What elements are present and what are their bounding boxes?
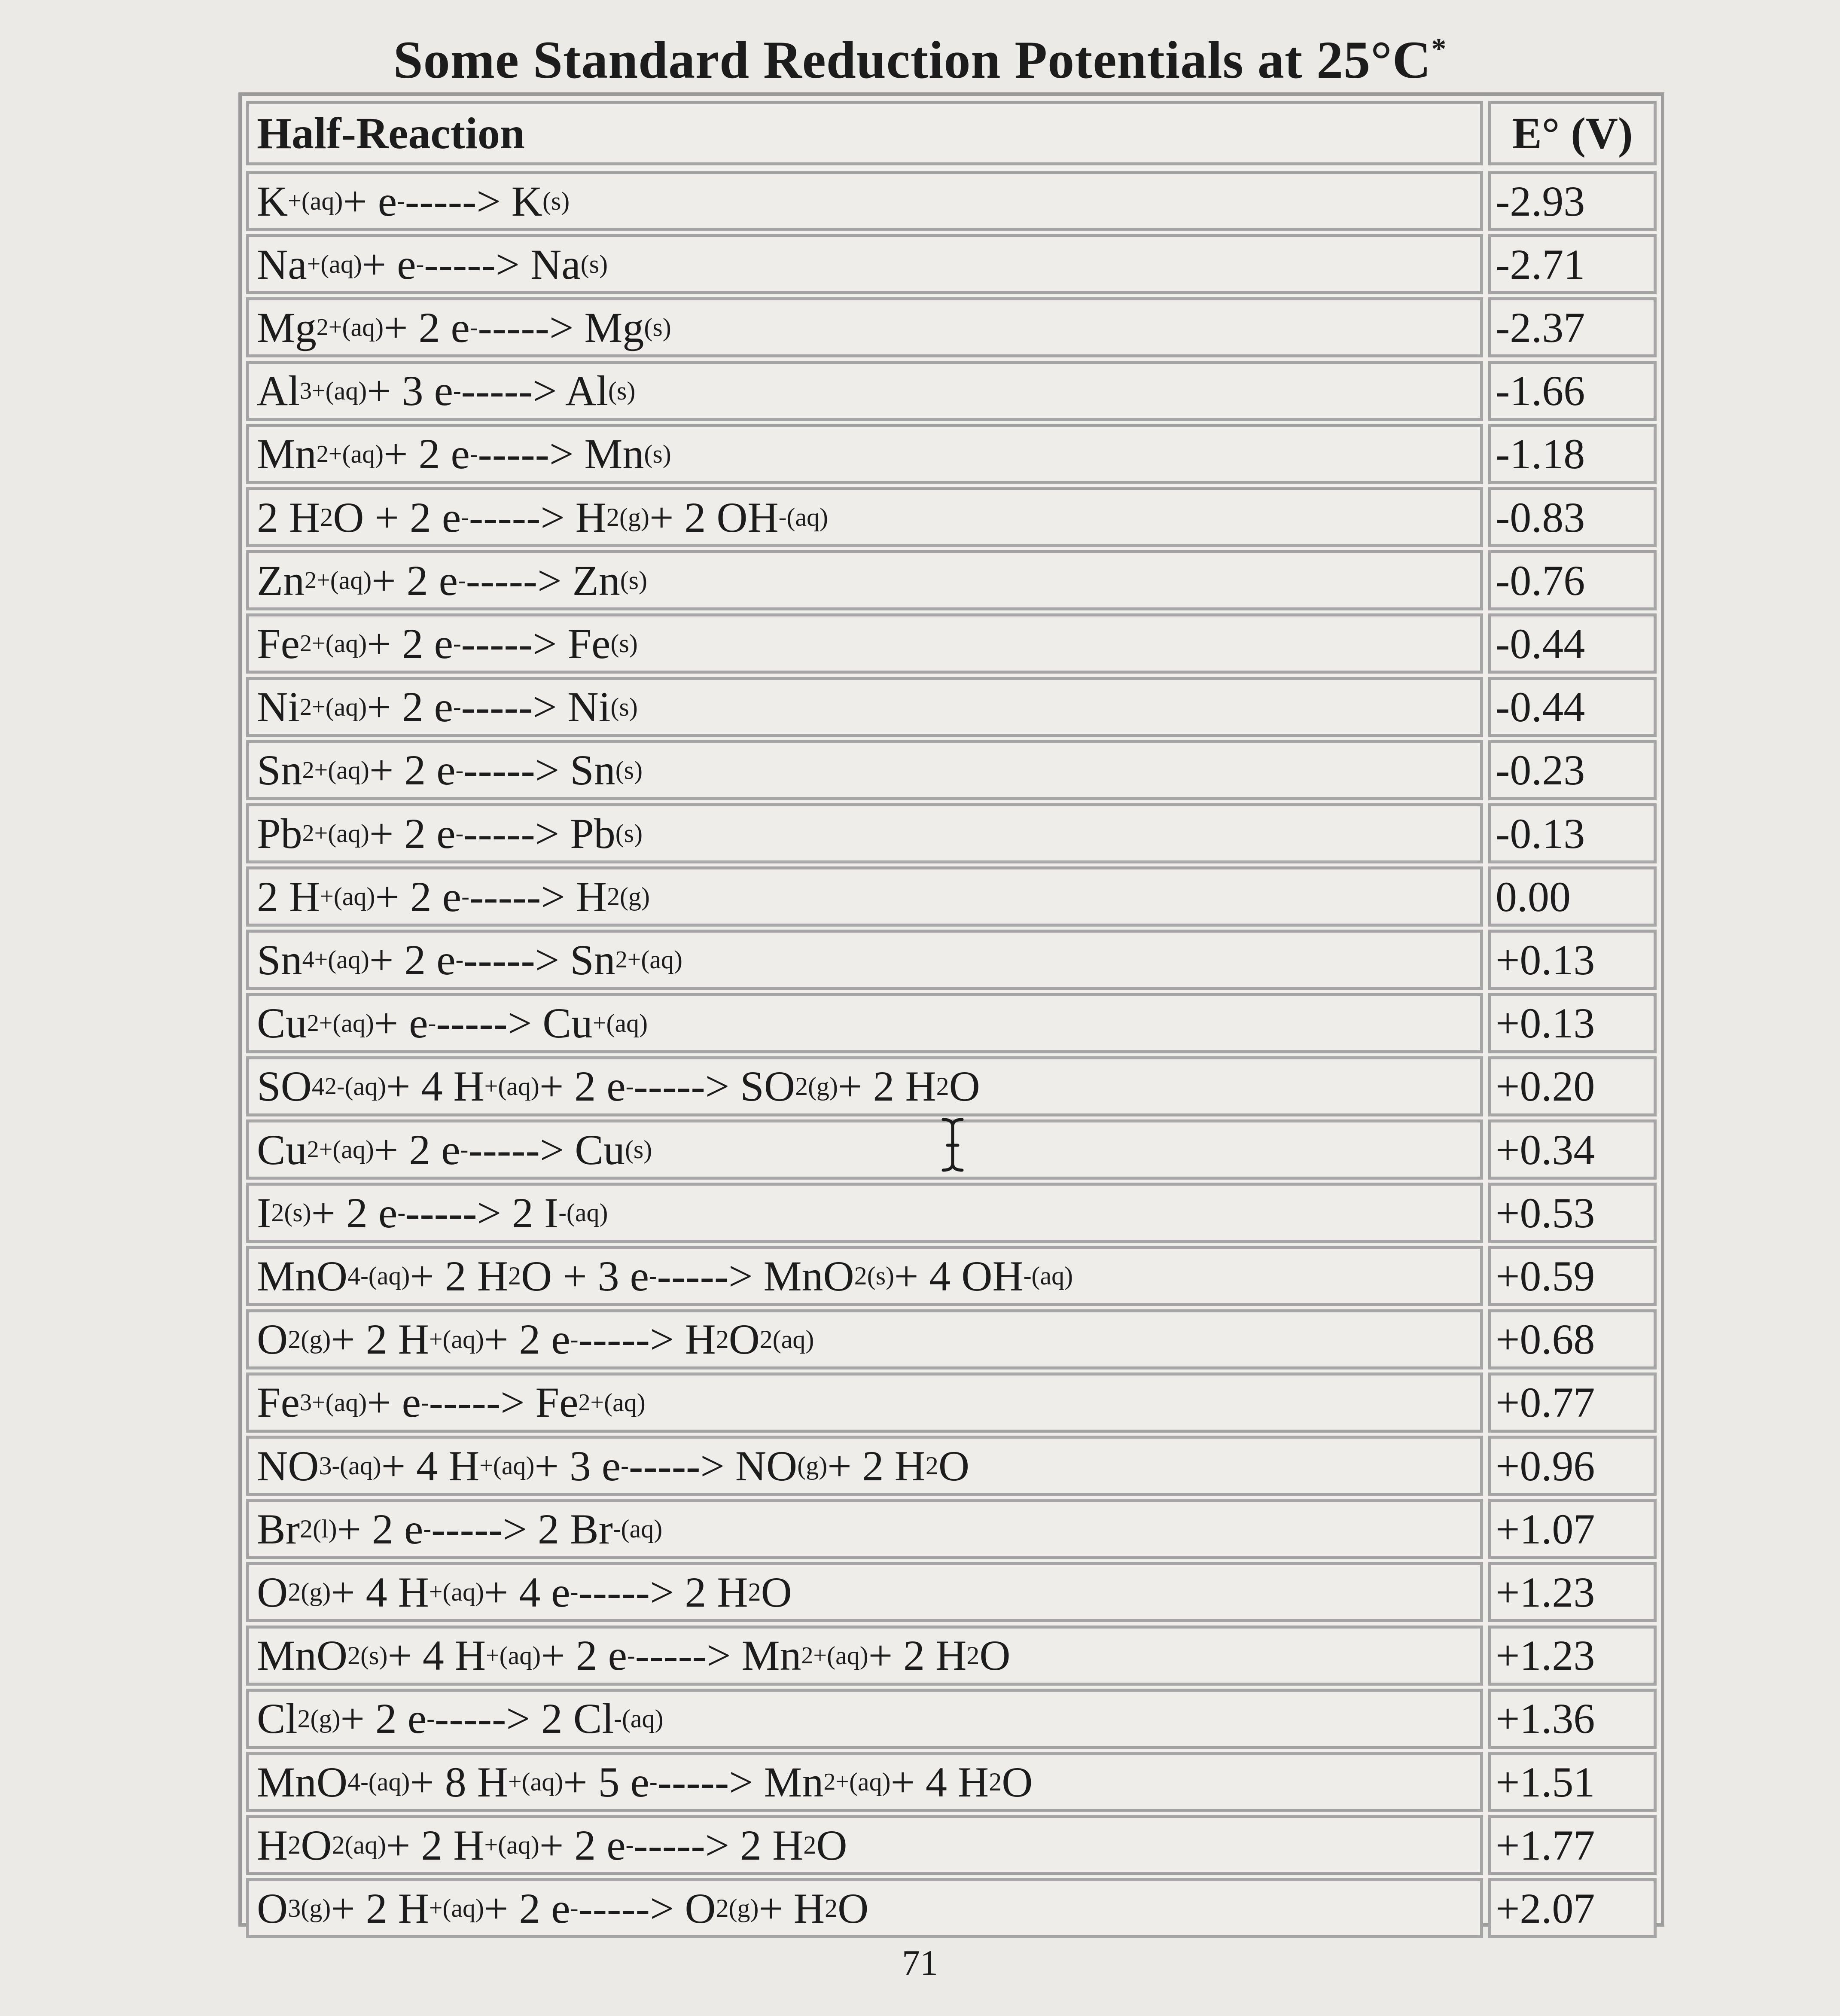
half-reaction-cell: Zn 2+ (aq) + 2 e - -----> Zn (s) [246,550,1483,610]
half-reaction-cell: Br 2(l) + 2 e - -----> 2 Br - (aq) [246,1499,1483,1559]
half-reaction-cell: I 2(s) + 2 e - -----> 2 I - (aq) [246,1183,1483,1243]
potential-cell: +0.13 [1488,930,1657,990]
table-row [246,613,1657,674]
half-reaction-cell: K + (aq) + e - -----> K (s) [246,171,1483,231]
half-reaction-cell: Sn 2+ (aq) + 2 e - -----> Sn (s) [246,740,1483,800]
table-row [246,1689,1657,1749]
table-row [246,234,1657,294]
half-reaction-cell: Fe 2+ (aq) + 2 e - -----> Fe (s) [246,613,1483,674]
table-row [246,740,1657,800]
potential-cell: -1.66 [1488,361,1657,421]
half-reaction-cell: SO 4 2- (aq) + 4 H + (aq) + 2 e - -----> SO 2(g) + 2 H 2 O [246,1056,1483,1116]
table-row [246,487,1657,547]
potential-cell: +2.07 [1488,1878,1657,1938]
potential-cell: +1.36 [1488,1689,1657,1749]
half-reaction-cell: MnO 4 - (aq) + 2 H 2 O + 3 e - -----> MnO 2(s) + 4 OH - (aq) [246,1246,1483,1306]
potential-cell: -2.37 [1488,297,1657,357]
table-row [246,1815,1657,1875]
table-row [246,1372,1657,1433]
table-row [246,550,1657,610]
half-reaction-cell: NO 3 - (aq) + 4 H + (aq) + 3 e - -----> NO (g) + 2 H 2 O [246,1436,1483,1496]
half-reaction-cell: O 3(g) + 2 H + (aq) + 2 e - -----> O 2(g) + H 2 O [246,1878,1483,1938]
half-reaction-cell: Fe 3+ (aq) + e - -----> Fe 2+ (aq) [246,1372,1483,1433]
table-row [246,866,1657,927]
half-reaction-cell: Mn 2+ (aq) + 2 e - -----> Mn (s) [246,424,1483,484]
potential-cell: -0.44 [1488,677,1657,737]
potential-cell: -0.76 [1488,550,1657,610]
reduction-potentials-table [238,92,1664,1932]
half-reaction-cell: Sn 4+ (aq) + 2 e - -----> Sn 2+ (aq) [246,930,1483,990]
title-footnote-mark: * [1431,33,1447,66]
half-reaction-cell: 2 H 2 O + 2 e - -----> H 2(g) + 2 OH - (aq) [246,487,1483,547]
table-row [246,930,1657,990]
half-reaction-cell: Ni 2+ (aq) + 2 e - -----> Ni (s) [246,677,1483,737]
potential-cell: +1.23 [1488,1626,1657,1686]
half-reaction-cell: Pb 2+ (aq) + 2 e - -----> Pb (s) [246,803,1483,863]
potential-cell: +1.77 [1488,1815,1657,1875]
half-reaction-cell: MnO 4 - (aq) + 8 H + (aq) + 5 e - -----> Mn 2+ (aq) + 4 H 2 O [246,1752,1483,1812]
table-row [246,424,1657,484]
table-row [246,1499,1657,1559]
table-row [246,1183,1657,1243]
half-reaction-cell: Mg 2+ (aq) + 2 e - -----> Mg (s) [246,297,1483,357]
table-row [246,1056,1657,1116]
potential-cell: +0.77 [1488,1372,1657,1433]
header-potential: E° (V) [1488,101,1657,165]
potential-cell: -0.23 [1488,740,1657,800]
half-reaction-cell: Al 3+ (aq) + 3 e - -----> Al (s) [246,361,1483,421]
potential-cell: +0.68 [1488,1309,1657,1369]
table-row [246,1246,1657,1306]
table-row [246,1436,1657,1496]
page-title [0,26,1840,95]
table-row [246,1626,1657,1686]
potential-cell: -2.93 [1488,171,1657,231]
half-reaction-cell: Cu 2+ (aq) + e - -----> Cu + (aq) [246,993,1483,1053]
table-header-row [246,101,1657,165]
half-reaction-cell: H 2 O 2(aq) + 2 H + (aq) + 2 e - -----> 2 H 2 O [246,1815,1483,1875]
table-row [246,1878,1657,1938]
potential-cell: -1.18 [1488,424,1657,484]
potential-cell: -0.13 [1488,803,1657,863]
potential-cell: +0.53 [1488,1183,1657,1243]
potential-cell: +1.23 [1488,1562,1657,1622]
potential-cell: 0.00 [1488,866,1657,927]
table-row [246,1562,1657,1622]
potential-cell: +0.34 [1488,1119,1657,1180]
half-reaction-cell: 2 H + (aq) + 2 e - -----> H 2(g) [246,866,1483,927]
potential-cell: +0.96 [1488,1436,1657,1496]
page-number: 71 [902,1943,938,1983]
potential-cell: +1.07 [1488,1499,1657,1559]
potential-cell: +0.13 [1488,993,1657,1053]
half-reaction-cell: Cu 2+ (aq) + 2 e - -----> Cu (s) [246,1119,1483,1180]
potential-cell: -0.44 [1488,613,1657,674]
table-row [246,1309,1657,1369]
table-row [246,361,1657,421]
potential-cell: +1.51 [1488,1752,1657,1812]
potential-cell: +0.20 [1488,1056,1657,1116]
header-half-reaction: Half-Reaction [246,101,1483,165]
table-row [246,297,1657,357]
table-row [246,1752,1657,1812]
potential-cell: -0.83 [1488,487,1657,547]
table-row [246,677,1657,737]
potential-cell: -2.71 [1488,234,1657,294]
potential-cell: +0.59 [1488,1246,1657,1306]
table-row [246,803,1657,863]
half-reaction-cell: O 2(g) + 4 H + (aq) + 4 e - -----> 2 H 2 O [246,1562,1483,1622]
table-row [246,993,1657,1053]
title-text: Some Standard Reduction Potentials at 25°C [393,30,1432,89]
half-reaction-cell: O 2(g) + 2 H + (aq) + 2 e - -----> H 2 O 2(aq) [246,1309,1483,1369]
half-reaction-cell: MnO 2(s) + 4 H + (aq) + 2 e - -----> Mn 2+ (aq) + 2 H 2 O [246,1626,1483,1686]
table-row [246,171,1657,231]
text-cursor-icon [940,1117,966,1173]
half-reaction-cell: Na + (aq) + e - -----> Na (s) [246,234,1483,294]
half-reaction-cell: Cl 2(g) + 2 e - -----> 2 Cl - (aq) [246,1689,1483,1749]
